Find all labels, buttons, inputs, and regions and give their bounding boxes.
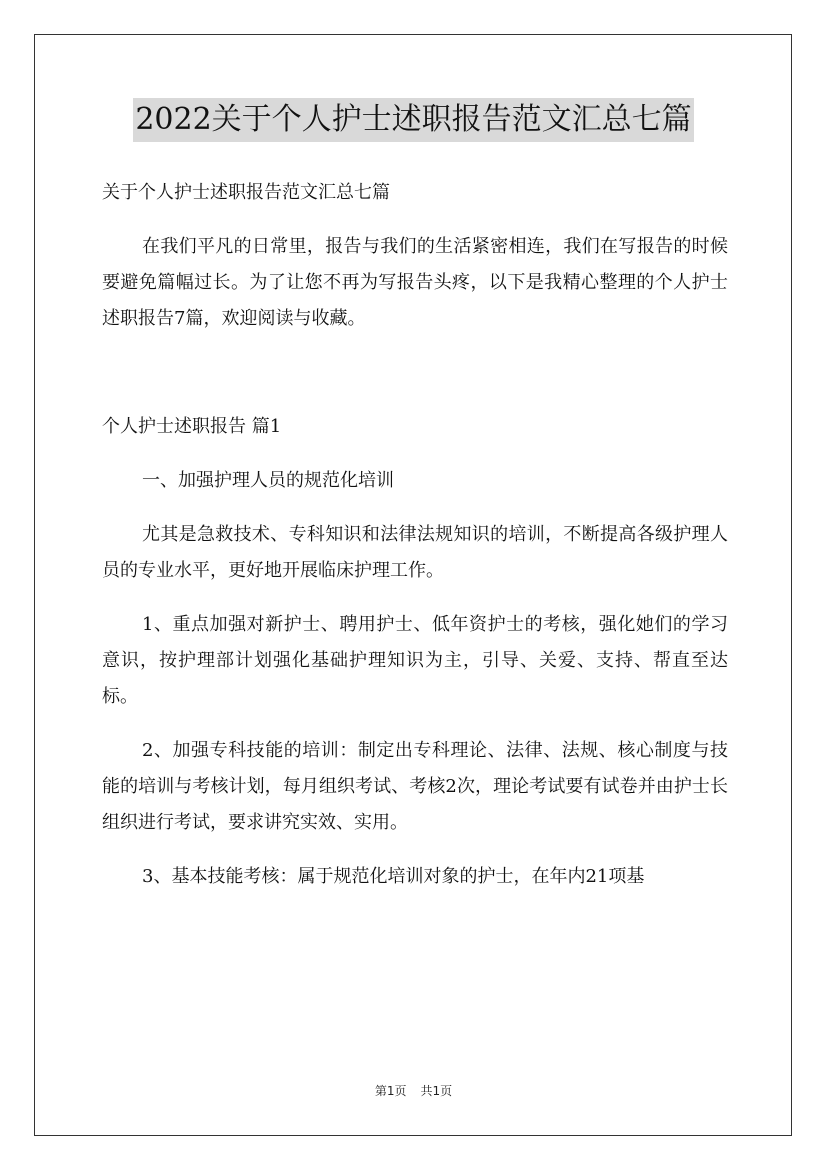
document-subtitle: 关于个人护士述职报告范文汇总七篇 bbox=[102, 182, 390, 203]
document-title: 2022关于个人护士述职报告范文汇总七篇 bbox=[133, 98, 693, 142]
body-paragraph: 尤其是急救技术、专科知识和法律法规知识的培训，不断提高各级护理人员的专业水平，更好地开展临床护理工作。 bbox=[102, 524, 728, 581]
title-wrap bbox=[0, 98, 827, 142]
page-footer bbox=[0, 1082, 827, 1099]
body-paragraph: 1、重点加强对新护士、聘用护士、低年资护士的考核，强化她们的学习意识，按护理部计划强化基础护理知识为主，引导、关爱、支持、帮直至达标。 bbox=[102, 614, 728, 707]
section-gap bbox=[102, 355, 728, 409]
intro-paragraph: 在我们平凡的日常里，报告与我们的生活紧密相连，我们在写报告的时候要避免篇幅过长。为了让您不再为写报告头疼，以下是我精心整理的个人护士述职报告7篇，欢迎阅读与收藏。 bbox=[102, 236, 728, 329]
body-paragraph: 一、加强护理人员的规范化培训 bbox=[142, 470, 394, 491]
body-paragraph: 2、加强专科技能的培训：制定出专科理论、法律、法规、核心制度与技能的培训与考核计划，每月组织考试、考核2次，理论考试要有试卷并由护士长组织进行考试，要求讲究实效、实用。 bbox=[102, 740, 728, 833]
page-number-current: 第1页 bbox=[374, 1084, 407, 1098]
page-number-total: 共1页 bbox=[420, 1084, 453, 1098]
document-body bbox=[102, 175, 728, 913]
section-heading: 个人护士述职报告 篇1 bbox=[102, 416, 282, 437]
body-paragraph: 3、基本技能考核：属于规范化培训对象的护士，在年内21项基 bbox=[142, 866, 645, 887]
